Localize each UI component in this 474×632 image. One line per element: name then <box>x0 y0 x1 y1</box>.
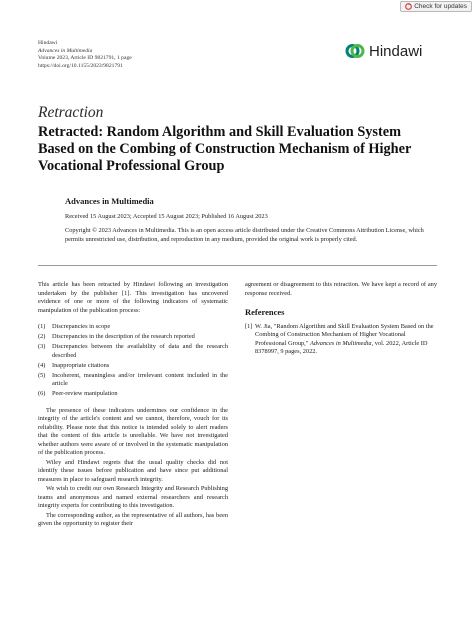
journal-meta <box>38 40 132 70</box>
issues-list <box>38 323 228 399</box>
quality-checks-paragraph: Wiley and Hindawi regrets that the usual quality checks did not identify these issues before publication and have since put additional measures in place to safeguard research integrity. <box>38 458 228 483</box>
list-item-text: Inappropriate citations <box>52 361 110 369</box>
list-item-number: (2) <box>38 333 46 340</box>
list-item <box>38 333 228 342</box>
list-item <box>38 323 228 332</box>
references-heading: References <box>245 307 285 317</box>
author-paragraph: The corresponding author, as the representative of all authors, has been given the opportunity to register their <box>38 511 228 527</box>
journal-title: Advances in Multimedia <box>38 47 93 54</box>
intro-paragraph: This article has been retracted by Hindawi following an investigation undertaken by the publisher [1]. This investigation has uncovered evidence of one or more of the following indicators of systematic manipulation of the publication process: <box>38 281 228 314</box>
article-type: Retraction <box>38 104 104 121</box>
response-paragraph: agreement or disagreement to this retraction. We have kept a record of any response received. <box>245 281 437 297</box>
article-title: Retracted: Random Algorithm and Skill Evaluation System Based on the Combing of Construction Mechanism of Higher Vocational Professional Group <box>38 124 412 174</box>
publisher-name: Hindawi <box>38 40 58 46</box>
list-item <box>38 390 228 399</box>
reference-text-part-2: , vol. 2022, Article ID 8378997, 9 pages, 2022. <box>255 339 428 355</box>
hindawi-logo-text: Hindawi <box>369 42 423 60</box>
copyright-notice: Copyright © 2023 Advances in Multimedia. This is an open access article distributed under the Creative Commons Attribution License, which permits unrestricted use, distribution, and reproduction in any medium, provided the original work is properly cited. <box>65 227 424 243</box>
list-item-text: Discrepancies in scope <box>52 323 111 330</box>
hindawi-logo <box>345 41 422 61</box>
list-item-text: Discrepancies between the availability of data and the research described <box>52 343 228 359</box>
doi-link[interactable]: https://doi.org/10.1155/2023/9821791 <box>38 62 123 69</box>
reference-number: [1] <box>245 322 253 330</box>
list-item-number: (5) <box>38 371 46 379</box>
list-item-number: (4) <box>38 361 46 369</box>
list-item-text: Peer-review manipulation <box>52 390 118 397</box>
list-item-number: (1) <box>38 323 46 330</box>
refresh-icon <box>405 3 412 10</box>
hindawi-logo-icon <box>345 41 365 61</box>
reference-text-part-1: W. Jia, "Random Algorithm and Skill Evaluation System Based on the Combing of Construction Mechanism of Higher Vocational Professional Group," <box>255 322 434 347</box>
reference-item <box>245 323 437 357</box>
reference-text <box>255 323 437 357</box>
list-item-number: (3) <box>38 343 46 350</box>
left-column <box>38 281 228 529</box>
journal-name: Advances in Multimedia <box>65 196 154 206</box>
list-item-text: Incoherent, meaningless and/or irrelevant content included in the article <box>52 371 228 387</box>
integrity-paragraph: The presence of these indicators undermines our confidence in the integrity of the article's content and we cannot, therefore, vouch for its reliability. Please note that this notice is intended solely to alert readers that the content of this article is unreliable. We have not investigated whether authors were aware of or involved in the systematic manipulation of the publication process. <box>38 406 228 456</box>
list-item-text: Discrepancies in the description of the research reported <box>52 333 195 340</box>
list-item <box>38 362 228 371</box>
credits-paragraph: We wish to credit our own Research Integrity and Research Publishing teams and anonymous and named external researchers and research integrity experts for contributing to this investigation. <box>38 485 228 509</box>
check-for-updates-button[interactable] <box>400 1 472 12</box>
list-item <box>38 372 228 389</box>
list-item-number: (6) <box>38 390 46 397</box>
check-for-updates-label: Check for updates <box>414 3 467 10</box>
reference-journal: Advances in Multimedia <box>309 339 372 347</box>
list-item <box>38 343 228 360</box>
section-divider <box>38 265 437 266</box>
right-column <box>245 281 437 357</box>
volume-info: Volume 2023, Article ID 9821791, 1 page <box>38 55 132 62</box>
publication-dates: Received 15 August 2023; Accepted 15 August 2023; Published 16 August 2023 <box>65 213 268 220</box>
